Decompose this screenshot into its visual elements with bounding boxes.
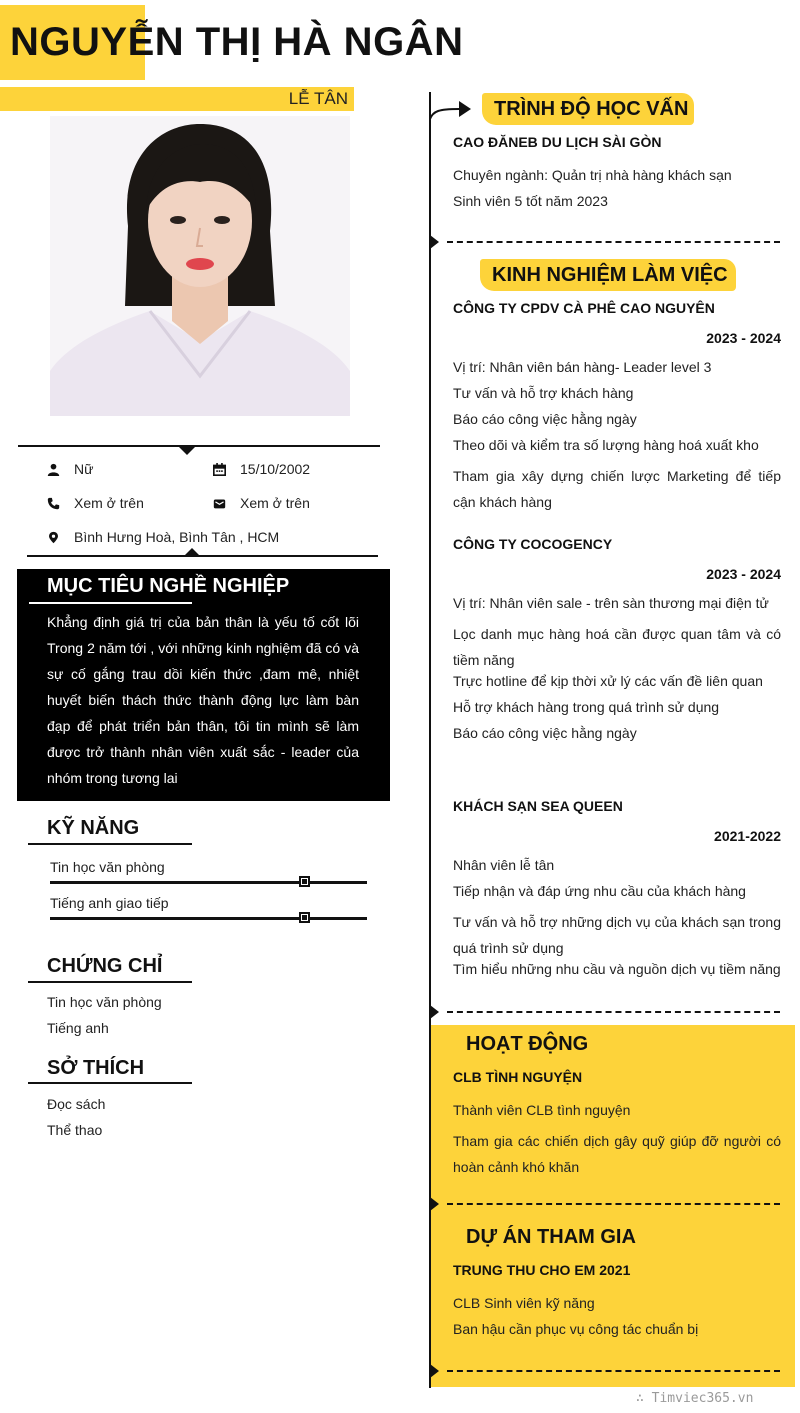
project-line: Ban hậu cần phục vụ công tác chuẩn bị (453, 1321, 699, 1337)
job-period: 2021-2022 (714, 828, 781, 844)
job-line: Theo dõi và kiểm tra số lượng hàng hoá xuất kho (453, 437, 759, 453)
objective-text: Khẳng định giá trị của bản thân là yếu tố cốt lõi Trong 2 năm tới , với những kinh nghiệm đã có và sự cố gắng trau dồi kiến thức ,đam mê, nhiệt huyết biến thách thức thành động lực làm bàn đạp để phát triển bản thân, tôi tin mình sẽ làm được trở thành nhân viên xuất sắc - leader của nhóm trong tương lai (47, 614, 359, 786)
certificates-title: CHỨNG CHỈ (47, 955, 163, 977)
activity-line: Thành viên CLB tình nguyện (453, 1102, 631, 1118)
candidate-name: NGUYỄN THỊ HÀ NGÂN (10, 20, 464, 64)
birthday-field (213, 461, 310, 477)
job-line: Tư vấn và hỗ trợ những dịch vụ của khách sạn trong quá trình sử dụng (453, 914, 781, 956)
education-line: Chuyên ngành: Quản trị nhà hàng khách sạn (453, 167, 732, 183)
certificate-item: Tiếng anh (47, 1020, 109, 1036)
address-value: Bình Hưng Hoà, Bình Tân , HCM (74, 529, 280, 545)
timeline-marker (430, 1197, 439, 1211)
birthday-value: 15/10/2002 (240, 461, 311, 477)
activity-org: CLB TÌNH NGUYỆN (453, 1069, 583, 1085)
objective-underline (29, 602, 192, 604)
project-name: TRUNG THU CHO EM 2021 (453, 1262, 631, 1278)
watermark-logo-icon: ∴ (636, 1391, 652, 1406)
phone-field (47, 495, 144, 511)
address-field (47, 529, 279, 545)
watermark-text: Timviec365.vn (651, 1391, 754, 1406)
dashed-divider (447, 241, 780, 243)
hobbies-title: SỞ THÍCH (47, 1057, 145, 1079)
job-line: Tìm hiểu những nhu cầu và nguồn dịch vụ tiềm năng (453, 961, 781, 977)
map-pin-icon (47, 531, 60, 544)
activities-title: HOẠT ĐỘNG (466, 1033, 589, 1055)
gender-field (47, 461, 93, 477)
timeline-marker (430, 235, 439, 249)
divider-arrow-down (179, 447, 195, 455)
skill-label: Tin học văn phòng (50, 859, 165, 875)
education-line: Sinh viên 5 tốt năm 2023 (453, 193, 608, 209)
job-line: Lọc danh mục hàng hoá cần được quan tâm và có tiềm năng (453, 626, 781, 668)
objective-section (17, 569, 390, 801)
skills-title: KỸ NĂNG (47, 817, 140, 839)
certificate-item: Tin học văn phòng (47, 994, 162, 1010)
activity-line: Tham gia các chiến dịch gây quỹ giúp đỡ người có hoàn cảnh khó khăn (453, 1133, 781, 1175)
candidate-role: LỄ TÂN (288, 89, 348, 108)
phone-icon (47, 497, 60, 510)
skills-underline (28, 843, 192, 845)
email-value: Xem ở trên (240, 495, 310, 511)
timeline-arrow-icon (429, 97, 473, 123)
school-name: CAO ĐĂNEB DU LỊCH SÀI GÒN (453, 134, 662, 150)
user-icon (47, 463, 60, 476)
job-line: Báo cáo công việc hằng ngày (453, 411, 637, 427)
project-line: CLB Sinh viên kỹ năng (453, 1295, 595, 1311)
job-line: Vị trí: Nhân viên bán hàng- Leader level 3 (453, 359, 712, 375)
objective-title: MỤC TIÊU NGHỀ NGHIỆP (47, 575, 290, 597)
role-bar (0, 87, 354, 111)
job-line: Tiếp nhận và đáp ứng nhu cầu của khách hàng (453, 883, 746, 899)
timeline-marker (430, 1364, 439, 1378)
portrait-illustration (50, 116, 350, 416)
company-name: CÔNG TY CPDV CÀ PHÊ CAO NGUYÊN (453, 300, 715, 316)
skill-bar-track (50, 881, 367, 884)
skill-bar-track (50, 917, 367, 920)
calendar-icon (213, 463, 226, 476)
skill-label: Tiếng anh giao tiếp (50, 895, 169, 911)
company-name: KHÁCH SẠN SEA QUEEN (453, 798, 623, 814)
certificates-underline (28, 981, 192, 983)
timeline-line (429, 92, 431, 1388)
dashed-divider (447, 1203, 780, 1205)
info-top-divider (18, 445, 380, 447)
watermark (636, 1391, 753, 1406)
email-field (213, 495, 310, 511)
dashed-divider (447, 1011, 780, 1013)
job-line: Nhân viên lễ tân (453, 857, 555, 873)
job-line: Vị trí: Nhân viên sale - trên sàn thương mại điện tử (453, 595, 769, 611)
job-line: Tư vấn và hỗ trợ khách hàng (453, 385, 634, 401)
profile-photo (50, 116, 350, 416)
job-line: Trực hotline để kịp thời xử lý các vấn đề liên quan (453, 673, 763, 689)
job-period: 2023 - 2024 (706, 566, 781, 582)
gender-value: Nữ (74, 461, 94, 477)
company-name: CÔNG TY COCOGENCY (453, 536, 613, 552)
experience-title: KINH NGHIỆM LÀM VIỆC (492, 264, 728, 286)
envelope-icon (213, 497, 226, 510)
job-line: Báo cáo công việc hằng ngày (453, 725, 637, 741)
hobbies-underline (28, 1082, 192, 1084)
hobby-item: Thể thao (47, 1122, 103, 1138)
projects-title: DỰ ÁN THAM GIA (466, 1226, 636, 1248)
education-title: TRÌNH ĐỘ HỌC VẤN (494, 98, 689, 120)
phone-value: Xem ở trên (74, 495, 144, 511)
job-line: Tham gia xây dựng chiến lược Marketing để tiếp cận khách hàng (453, 468, 781, 510)
job-period: 2023 - 2024 (706, 330, 781, 346)
job-line: Hỗ trợ khách hàng trong quá trình sử dụng (453, 699, 720, 715)
info-bottom-divider (27, 555, 378, 557)
skill-bar-knob (299, 912, 310, 923)
timeline-marker (430, 1005, 439, 1019)
dashed-divider (447, 1370, 780, 1372)
hobby-item: Đọc sách (47, 1096, 106, 1112)
skill-bar-knob (299, 876, 310, 887)
